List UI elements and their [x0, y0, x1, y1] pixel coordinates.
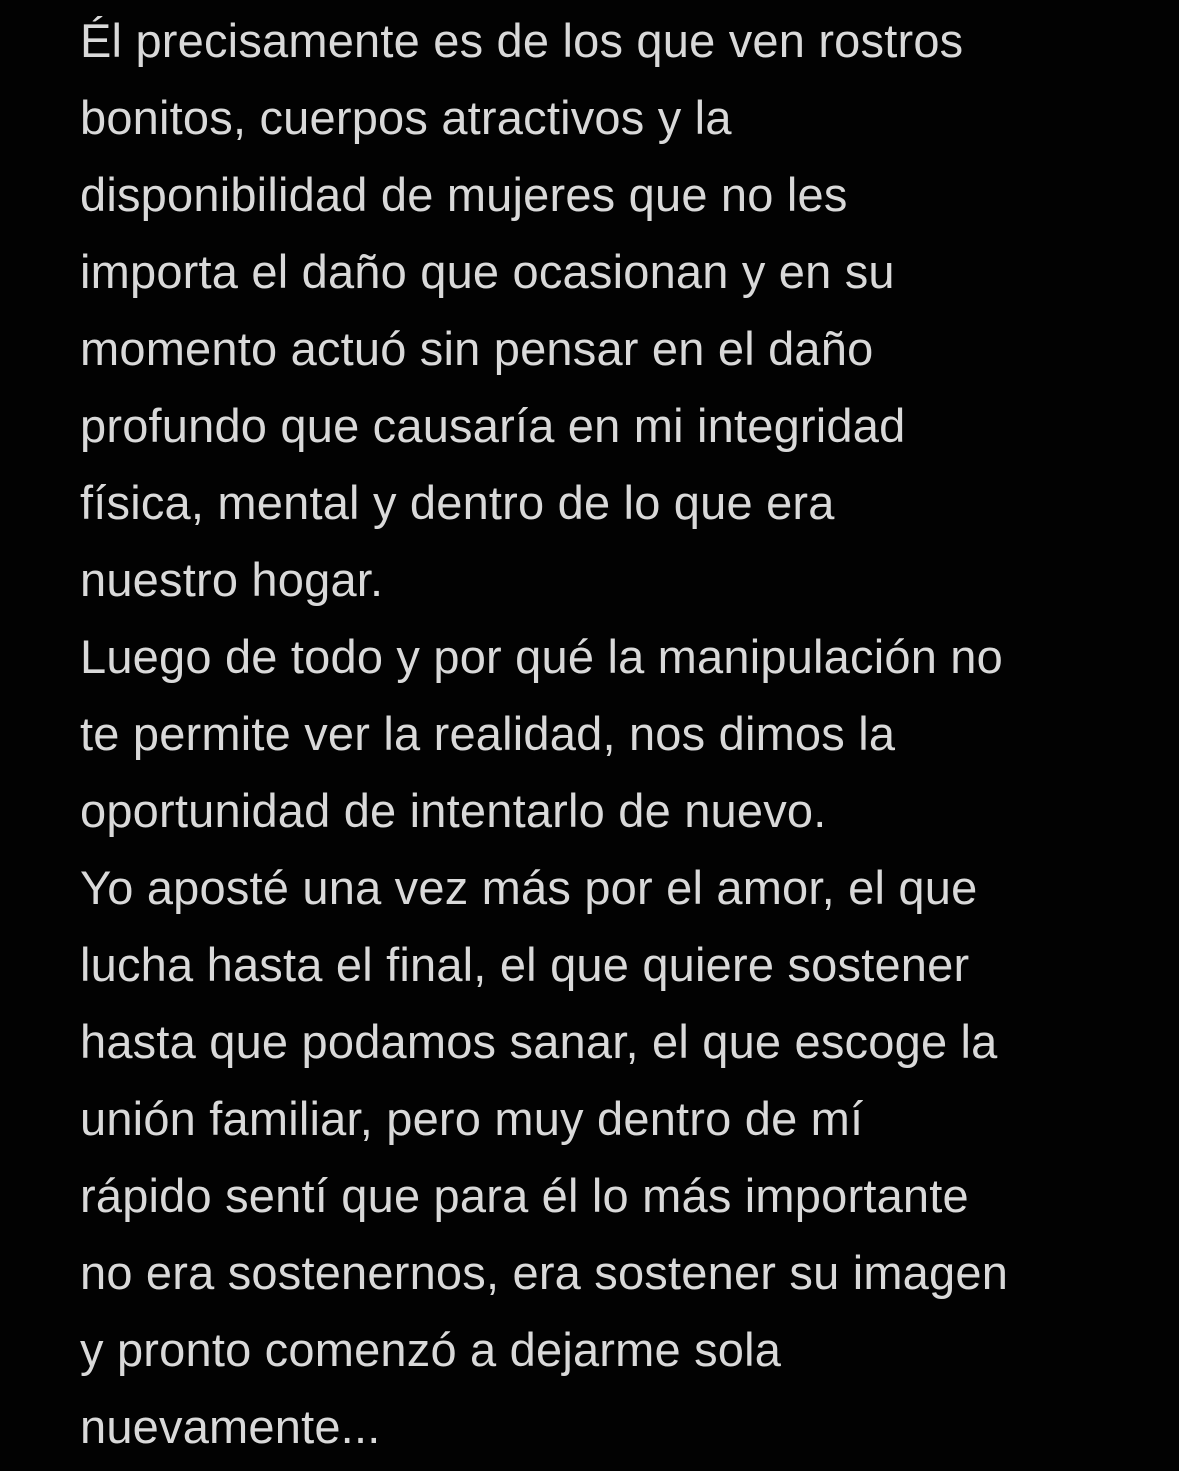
text-line: unión familiar, pero muy dentro de mí	[80, 1092, 864, 1145]
text-line: y pronto comenzó a dejarme sola	[80, 1323, 782, 1376]
text-line: Él precisamente es de los que ven rostros	[80, 14, 964, 67]
text-line: rápido sentí que para él lo más importante	[80, 1169, 969, 1222]
text-line: hasta que podamos sanar, el que escoge la	[80, 1015, 998, 1068]
text-line: nuestro hogar.	[80, 553, 384, 606]
text-line: física, mental y dentro de lo que era	[80, 476, 835, 529]
text-line: importa el daño que ocasionan y en su	[80, 245, 895, 298]
text-line: bonitos, cuerpos atractivos y la	[80, 91, 732, 144]
text-line: Yo aposté una vez más por el amor, el que	[80, 861, 978, 914]
text-line: oportunidad de intentarlo de nuevo.	[80, 784, 827, 837]
text-line: lucha hasta el final, el que quiere sostener	[80, 938, 970, 991]
text-line: Luego de todo y por qué la manipulación no	[80, 630, 1003, 683]
text-line: nuevamente...	[80, 1400, 381, 1453]
text-line: momento actuó sin pensar en el daño	[80, 322, 874, 375]
text-line: no era sostenernos, era sostener su imagen	[80, 1246, 1009, 1299]
text-line: te permite ver la realidad, nos dimos la	[80, 707, 896, 760]
text-line: disponibilidad de mujeres que no les	[80, 168, 848, 221]
text-line: profundo que causaría en mi integridad	[80, 399, 906, 452]
